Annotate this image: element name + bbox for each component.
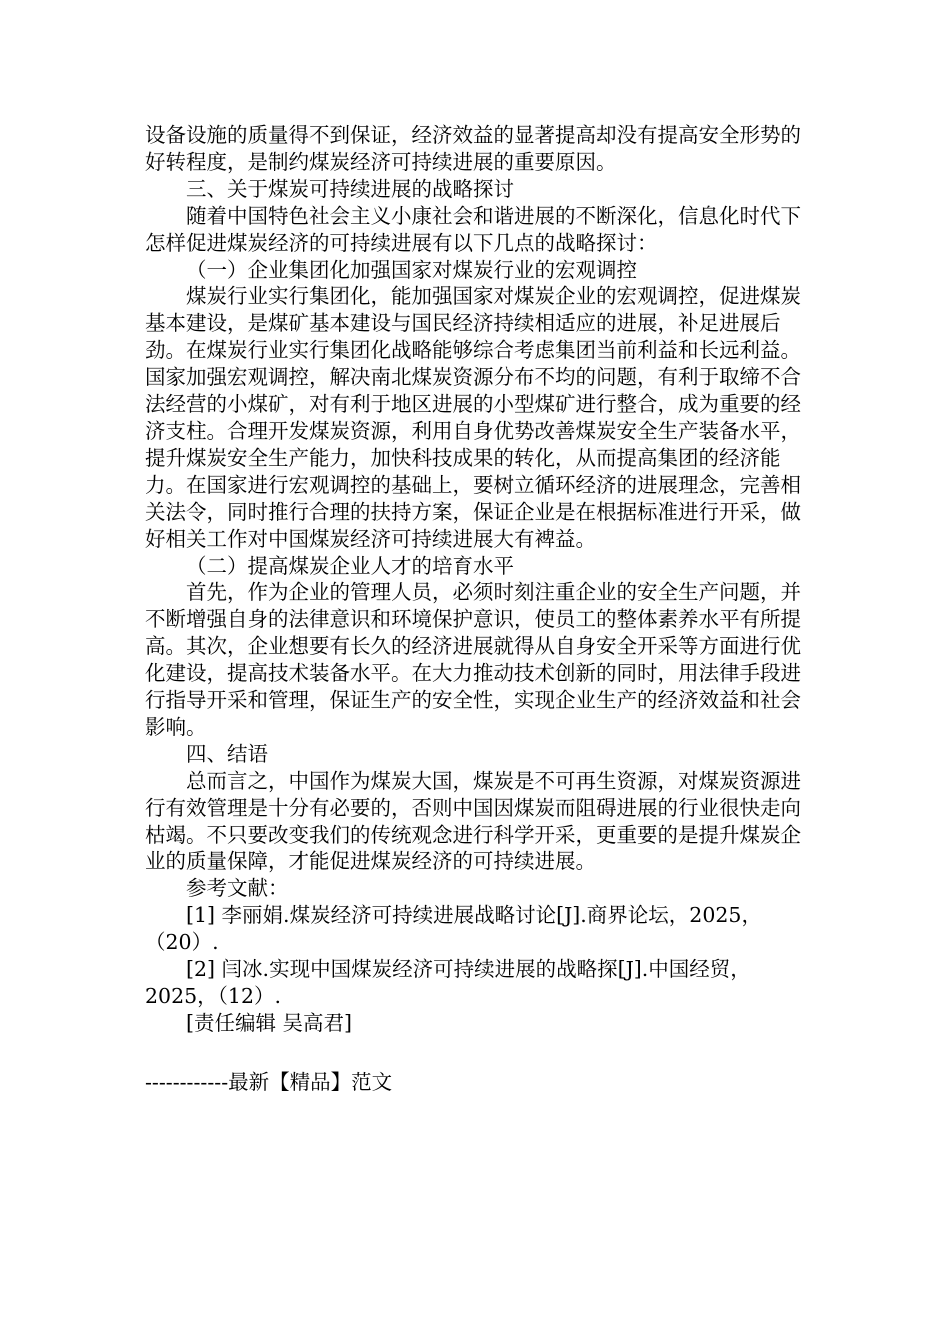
reference-item-1: [1] 李丽娟.煤炭经济可持续进展战略讨论[J].商界论坛，2025，（20）. bbox=[145, 903, 762, 955]
paragraph-collectivization: 煤炭行业实行集团化，能加强国家对煤炭企业的宏观调控，促进煤炭基本建设，是煤矿基本建设与国民经济持续相适应的进展，补足进展后劲。在煤炭行业实行集团化战略能够综合考虑集团当前利益和长远利益。国家加强宏观调控，解决南北煤炭资源分布不均的问题，有利于取缔不合法经营的小煤矿，对有利于地区进展的小型煤矿进行整合，成为重要的经济支柱。合理开发煤炭资源，利用自身优势改善煤炭安全生产装备水平，提升煤炭安全生产能力，加快科技成果的转化，从而提高集团的经济能力。在国家进行宏观调控的基础上，要树立循环经济的进展理念，完善相关法令，同时推行合理的扶持方案，保证企业是在根据标准进行开采，做好相关工作对中国煤炭经济可持续进展大有裨益。 bbox=[145, 284, 801, 551]
section-heading-4: 四、结语 bbox=[186, 741, 268, 766]
editor-credit: [责任编辑 吴高君] bbox=[186, 1010, 353, 1035]
paragraph-talent: 首先，作为企业的管理人员，必须时刻注重企业的安全生产问题，并不断增强自身的法律意识和环境保护意识，使员工的整体素养水平有所提高。其次，企业想要有长久的经济进展就得从自身安全开采等方面进行优化建设，提高技术装备水平。在大力推动技术创新的同时，用法律手段进行指导开采和管理，保证生产的安全性，实现企业生产的经济效益和社会影响。 bbox=[145, 580, 801, 739]
reference-item-2: [2] 闫冰.实现中国煤炭经济可持续进展的战略探[J].中国经贸，2025，（12）. bbox=[145, 957, 751, 1008]
references-heading: 参考文献： bbox=[186, 876, 289, 901]
paragraph-continuation: 设备设施的质量得不到保证，经济效益的显著提高却没有提高安全形势的好转程度，是制约煤炭经济可持续进展的重要原因。 bbox=[145, 123, 801, 174]
document-body bbox=[145, 122, 815, 1037]
paragraph-intro: 随着中国特色社会主义小康社会和谐进展的不断深化，信息化时代下怎样促进煤炭经济的可持续进展有以下几点的战略探讨： bbox=[145, 203, 801, 255]
section-heading-3: 三、关于煤炭可持续进展的战略探讨 bbox=[186, 176, 514, 201]
footer-tagline: ------------最新【精品】范文 bbox=[145, 1070, 393, 1094]
paragraph-conclusion: 总而言之，中国作为煤炭大国，煤炭是不可再生资源，对煤炭资源进行有效管理是十分有必要的，否则中国因煤炭而阻碍进展的行业很快走向枯竭。不只要改变我们的传统观念进行科学开采，更重要的是提升煤炭企业的质量保障，才能促进煤炭经济的可持续进展。 bbox=[145, 768, 801, 874]
subsection-heading-1: （一）企业集团化加强国家对煤炭行业的宏观调控 bbox=[186, 257, 637, 282]
subsection-heading-2: （二）提高煤炭企业人才的培育水平 bbox=[186, 553, 514, 578]
